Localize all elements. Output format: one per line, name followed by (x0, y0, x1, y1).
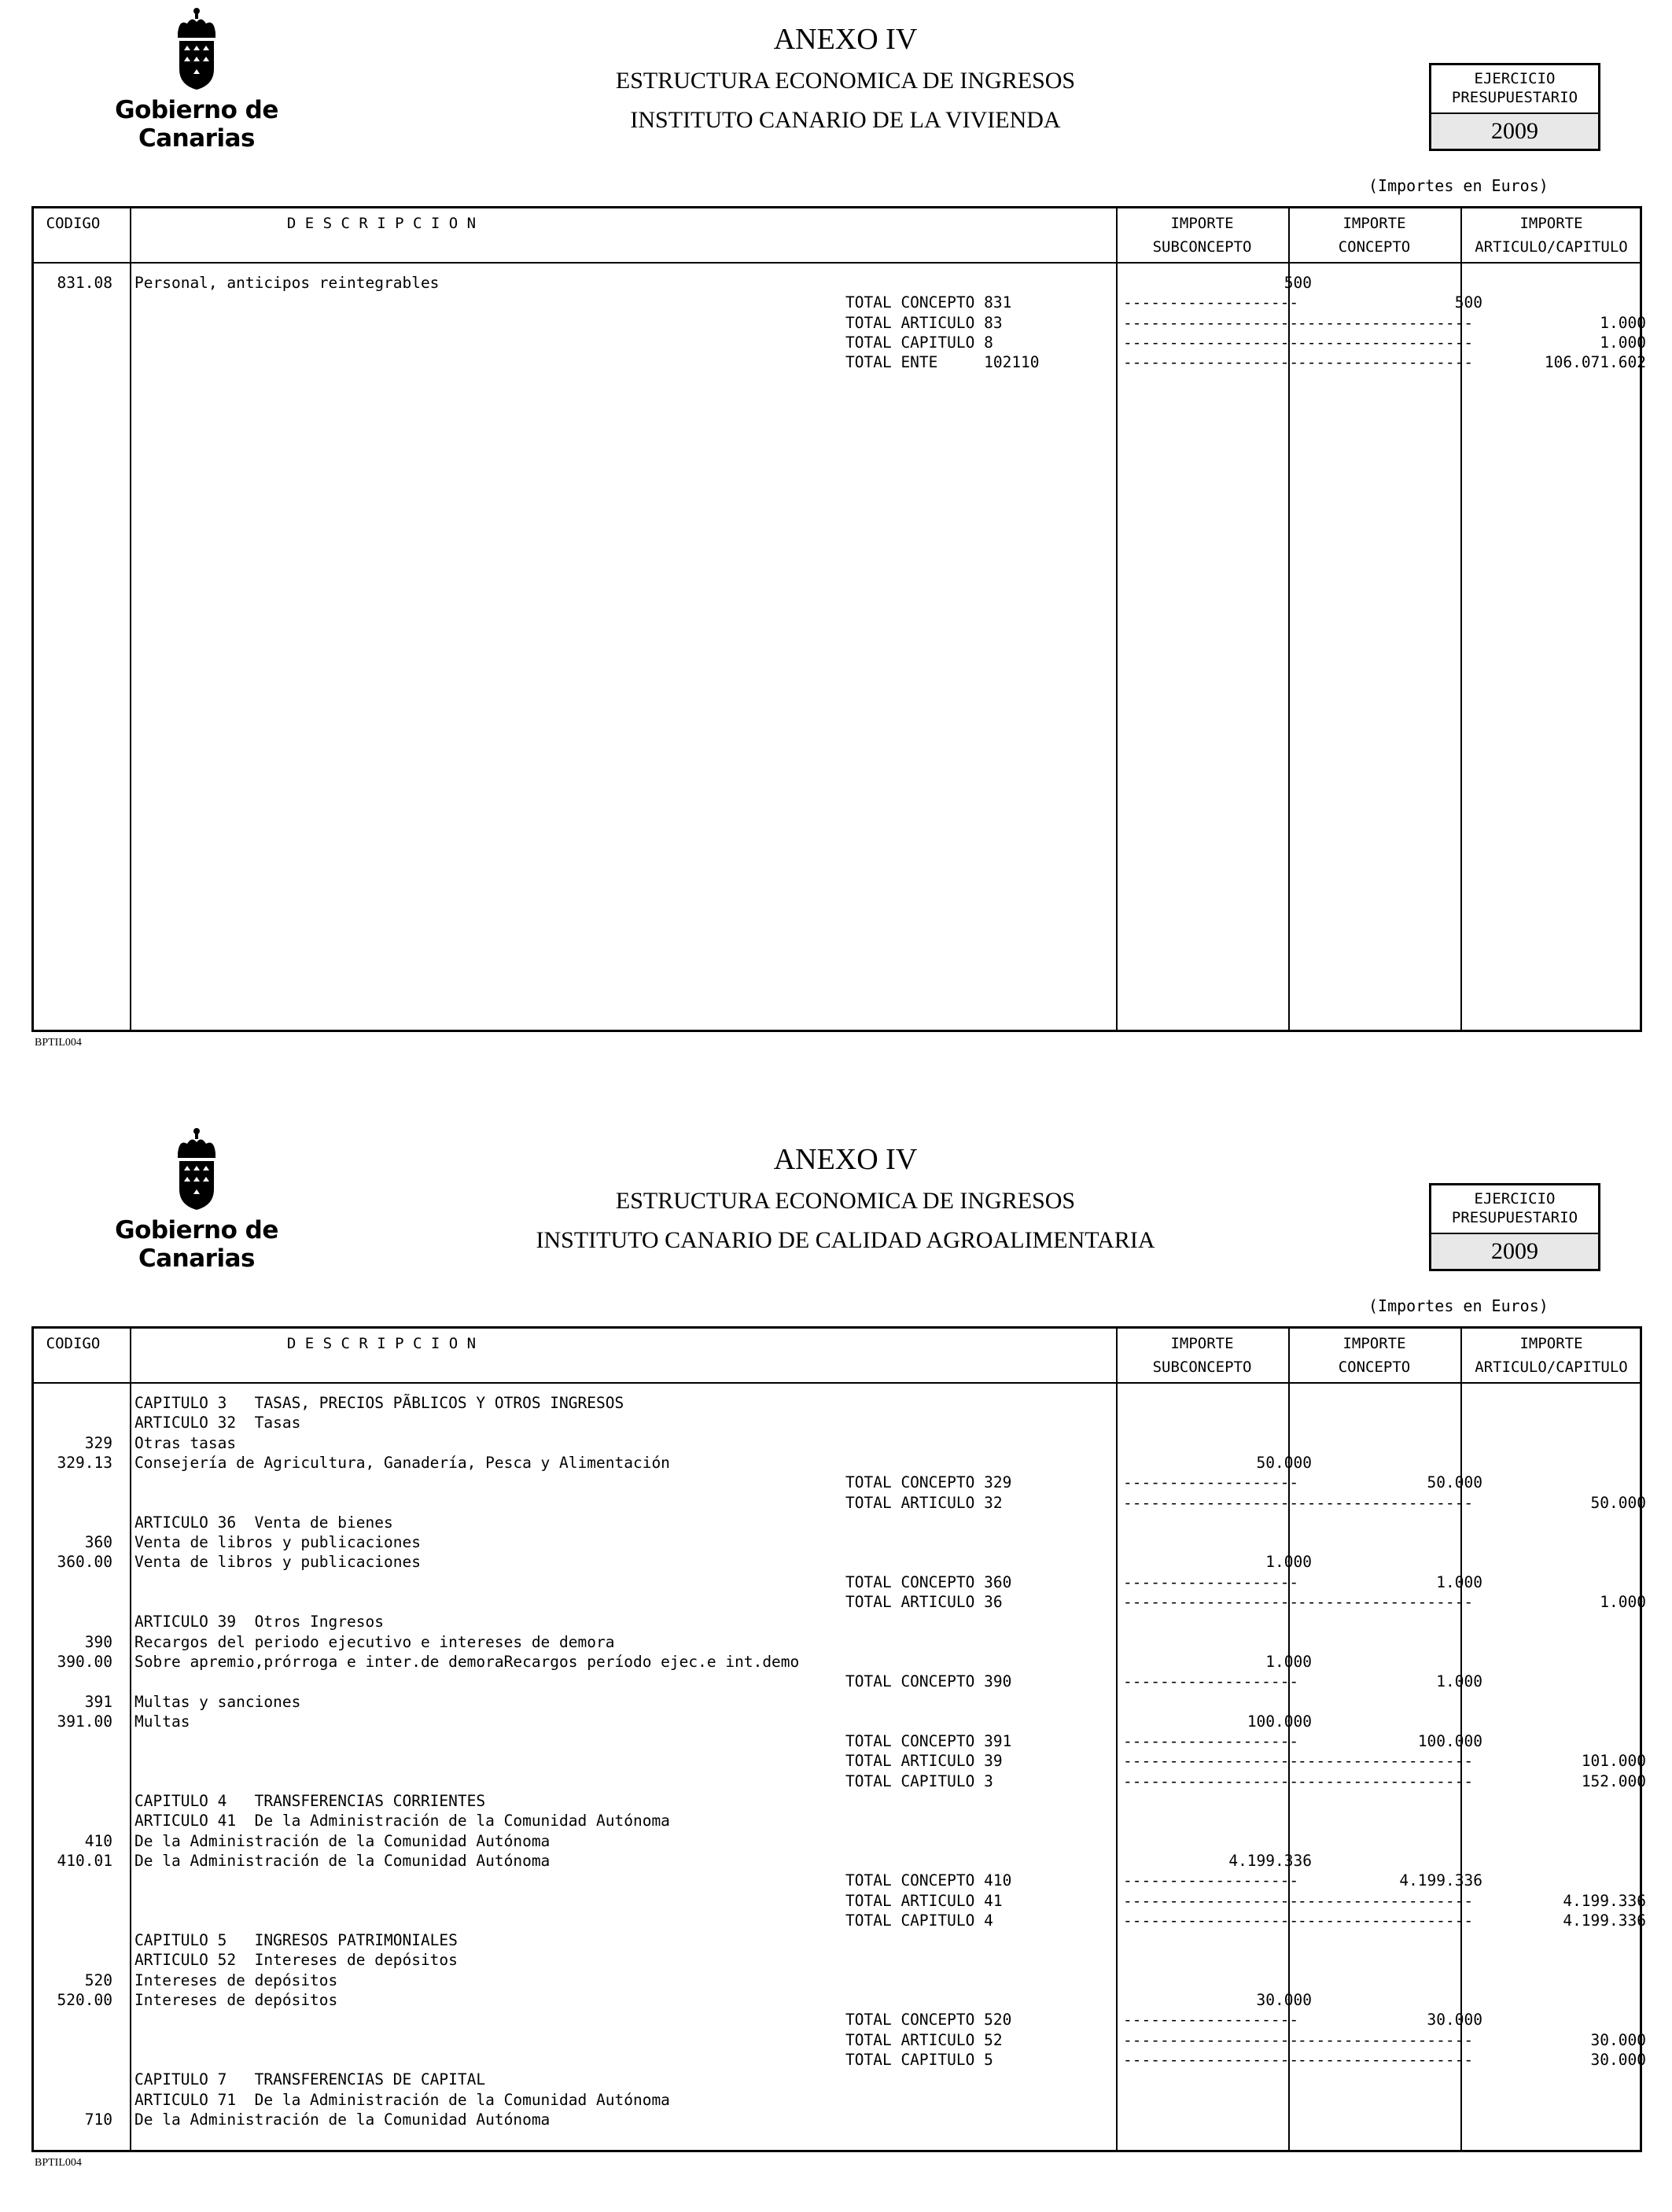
table-row (34, 1891, 1646, 1911)
row-description: Venta de libros y publicaciones (134, 1533, 421, 1552)
table-row (34, 293, 1640, 312)
row-description: CAPITULO 5 INGRESOS PATRIMONIALES (134, 1931, 458, 1950)
row-description: Otras tasas (134, 1433, 237, 1452)
table-row (34, 1493, 1646, 1513)
gobierno-canarias-logo (71, 1126, 322, 1273)
fiscal-year-box (1429, 1183, 1600, 1271)
document-subtitle: ESTRUCTURA ECONOMICA DE INGRESOS (615, 1188, 1076, 1214)
table-row (34, 1930, 1640, 1950)
table-row (34, 1990, 1640, 2010)
row-concepto-amount: 30.000 (1427, 2011, 1482, 2030)
table-row (34, 1552, 1640, 1572)
row-articulo-amount: 30.000 (1590, 2050, 1646, 2069)
row-articulo-amount: 152.000 (1581, 1771, 1646, 1790)
coat-of-arms-icon (171, 6, 222, 93)
header-concepto: CONCEPTO (1338, 1359, 1411, 1376)
table-row (34, 1851, 1640, 1871)
row-description: Multas (134, 1712, 190, 1731)
row-concepto-amount: 1.000 (1436, 1572, 1482, 1591)
row-total-label: TOTAL ARTICULO 83 (845, 313, 1003, 332)
row-description: Sobre apremio,prórroga e inter.de demoraRecargos período ejec.e int.demo (134, 1652, 800, 1671)
header-descripcion: D E S C R I P C I O N (286, 1335, 477, 1352)
row-articulo-amount: 1.000 (1600, 333, 1646, 352)
table-row (34, 1433, 1640, 1453)
row-subconcepto-amount: 500 (1283, 274, 1312, 292)
row-total-label: TOTAL ARTICULO 52 (845, 2030, 1003, 2049)
row-concepto-amount: 4.199.336 (1399, 1871, 1482, 1890)
row-subconcepto-dashes: ------------------- (1123, 1493, 1299, 1512)
row-concepto-amount: 1.000 (1436, 1672, 1482, 1691)
row-articulo-amount: 1.000 (1600, 1593, 1646, 1611)
row-subconcepto-dashes: ------------------- (1123, 1752, 1299, 1771)
row-concepto-dashes: ------------------- (1298, 1752, 1474, 1771)
table-row (34, 1871, 1640, 1890)
row-subconcepto-dashes: ------------------- (1123, 333, 1299, 352)
row-description: De la Administración de la Comunidad Autónoma (134, 1831, 551, 1850)
row-subconcepto-dashes: ------------------- (1123, 1911, 1299, 1930)
row-concepto-dashes: ------------------- (1298, 353, 1474, 372)
header-articulo-capitulo: ARTICULO/CAPITULO (1475, 238, 1628, 256)
form-code: BPTIL004 (35, 2157, 82, 2169)
fiscal-year-label-2: PRESUPUESTARIO (1451, 89, 1578, 106)
row-description: CAPITULO 4 TRANSFERENCIAS CORRIENTES (134, 1792, 486, 1810)
row-description: De la Administración de la Comunidad Autónoma (134, 1851, 551, 1870)
table-row (34, 1712, 1640, 1731)
revenue-table (31, 206, 1646, 1032)
row-total-label: TOTAL CONCEPTO 360 (845, 1572, 1012, 1591)
row-description: ARTICULO 32 Tasas (134, 1414, 301, 1432)
fiscal-year-box (1429, 63, 1600, 151)
header-codigo: CODIGO (46, 1335, 101, 1352)
annex-title: ANEXO IV (773, 23, 918, 56)
units-note: (Importes en Euros) (1368, 1296, 1549, 1315)
row-subconcepto-dashes: ------------------- (1123, 1891, 1299, 1910)
budget-page-1 (0, 0, 1672, 1092)
logo-text: Gobierno de Canarias (115, 96, 278, 153)
row-subconcepto-dashes: ------------------- (1123, 353, 1299, 372)
row-concepto-dashes: ------------------- (1298, 1911, 1474, 1930)
document-subtitle: ESTRUCTURA ECONOMICA DE INGRESOS (615, 68, 1076, 94)
row-articulo-amount: 101.000 (1581, 1752, 1646, 1771)
row-concepto-dashes: ------------------- (1298, 2030, 1474, 2049)
row-subconcepto-dashes: ------------------- (1123, 1572, 1299, 1591)
annex-title: ANEXO IV (773, 1143, 918, 1176)
row-subconcepto-dashes: ------------------- (1123, 1593, 1299, 1611)
row-subconcepto-dashes: ------------------- (1123, 1771, 1299, 1790)
row-total-label: TOTAL CAPITULO 3 (845, 1771, 993, 1790)
row-code: 831.08 (57, 274, 112, 292)
row-description: Intereses de depósitos (134, 1991, 338, 2009)
row-code: 360 (84, 1533, 112, 1552)
header-concepto: CONCEPTO (1338, 238, 1411, 256)
header-importe: IMPORTE (1170, 215, 1234, 232)
row-description: Venta de libros y publicaciones (134, 1553, 421, 1572)
table-row (34, 1672, 1640, 1691)
row-subconcepto-amount: 1.000 (1265, 1553, 1312, 1572)
row-code: 390 (84, 1632, 112, 1651)
row-code: 520 (84, 1971, 112, 1989)
row-description: Personal, anticipos reintegrables (134, 274, 440, 292)
row-concepto-dashes: ------------------- (1298, 2050, 1474, 2069)
row-total-label: TOTAL CONCEPTO 391 (845, 1732, 1012, 1751)
row-concepto-dashes: ------------------- (1298, 313, 1474, 332)
row-description: ARTICULO 52 Intereses de depósitos (134, 1951, 458, 1970)
table-row (34, 1791, 1640, 1811)
table-row (34, 1592, 1646, 1612)
row-subconcepto-dashes: ------------------- (1123, 1672, 1299, 1691)
header-importe: IMPORTE (1342, 215, 1406, 232)
header-importe: IMPORTE (1342, 1335, 1406, 1352)
row-code: 360.00 (57, 1553, 112, 1572)
budget-page-2 (0, 1120, 1672, 2212)
table-row (34, 1771, 1646, 1791)
row-code: 410.01 (57, 1851, 112, 1870)
row-description: ARTICULO 41 De la Administración de la Comunidad Autónoma (134, 1812, 670, 1830)
table-row (34, 1532, 1640, 1552)
row-concepto-dashes: ------------------- (1298, 1771, 1474, 1790)
row-code: 391 (84, 1692, 112, 1711)
row-total-label: TOTAL CAPITULO 5 (845, 2050, 993, 2069)
header-subconcepto: SUBCONCEPTO (1152, 1359, 1252, 1376)
row-description: Recargos del periodo ejecutivo e intereses de demora (134, 1632, 615, 1651)
row-concepto-dashes: ------------------- (1298, 1493, 1474, 1512)
row-concepto-dashes: ------------------- (1298, 333, 1474, 352)
row-description: CAPITULO 3 TASAS, PRECIOS PÃBLICOS Y OTROS INGRESOS (134, 1394, 624, 1412)
logo-text: Gobierno de Canarias (115, 1216, 278, 1273)
row-code: 410 (84, 1831, 112, 1850)
row-articulo-amount: 4.199.336 (1563, 1891, 1646, 1910)
units-note: (Importes en Euros) (1368, 176, 1549, 195)
row-articulo-amount: 106.071.602 (1544, 353, 1646, 372)
table-row (34, 2030, 1646, 2050)
row-code: 710 (84, 2110, 112, 2129)
row-subconcepto-dashes: ------------------- (1123, 2011, 1299, 2030)
row-total-label: TOTAL CAPITULO 4 (845, 1911, 993, 1930)
row-concepto-dashes: ------------------- (1298, 1891, 1474, 1910)
row-articulo-amount: 30.000 (1590, 2030, 1646, 2049)
table-row (34, 1950, 1640, 1970)
table-row (34, 1453, 1640, 1473)
row-subconcepto-dashes: ------------------- (1123, 293, 1299, 312)
fiscal-year-value: 2009 (1431, 114, 1598, 149)
table-row (34, 1971, 1640, 1990)
row-articulo-amount: 4.199.336 (1563, 1911, 1646, 1930)
table-row (34, 1751, 1646, 1771)
table-row (34, 1731, 1640, 1751)
row-total-label: TOTAL ARTICULO 41 (845, 1891, 1003, 1910)
table-row (34, 1513, 1640, 1532)
table-row (34, 1612, 1640, 1631)
row-code: 390.00 (57, 1652, 112, 1671)
table-row (34, 2050, 1646, 2070)
row-total-label: TOTAL CONCEPTO 390 (845, 1672, 1012, 1691)
row-subconcepto-dashes: ------------------- (1123, 313, 1299, 332)
row-subconcepto-dashes: ------------------- (1123, 2030, 1299, 2049)
row-subconcepto-amount: 50.000 (1256, 1453, 1312, 1472)
row-description: Multas y sanciones (134, 1692, 301, 1711)
row-description: CAPITULO 7 TRANSFERENCIAS DE CAPITAL (134, 2070, 486, 2089)
row-description: Consejería de Agricultura, Ganadería, Pesca y Alimentación (134, 1453, 670, 1472)
row-total-label: TOTAL ENTE 102110 (845, 353, 1040, 372)
row-subconcepto-dashes: ------------------- (1123, 1871, 1299, 1890)
header-subconcepto: SUBCONCEPTO (1152, 238, 1252, 256)
row-subconcepto-amount: 30.000 (1256, 1991, 1312, 2009)
header-importe: IMPORTE (1170, 1335, 1234, 1352)
row-total-label: TOTAL CAPITULO 8 (845, 333, 993, 352)
row-subconcepto-dashes: ------------------- (1123, 1732, 1299, 1751)
row-description: De la Administración de la Comunidad Autónoma (134, 2110, 551, 2129)
header-descripcion: D E S C R I P C I O N (286, 215, 477, 232)
row-subconcepto-amount: 4.199.336 (1228, 1851, 1312, 1870)
table-row (34, 2110, 1640, 2129)
table-row (34, 1652, 1640, 1672)
row-articulo-amount: 1.000 (1600, 313, 1646, 332)
table-row (34, 273, 1640, 293)
row-total-label: TOTAL CONCEPTO 831 (845, 293, 1012, 312)
row-articulo-amount: 50.000 (1590, 1493, 1646, 1512)
header-importe: IMPORTE (1519, 1335, 1583, 1352)
row-code: 329 (84, 1433, 112, 1452)
row-code: 520.00 (57, 1991, 112, 2009)
row-description: ARTICULO 36 Venta de bienes (134, 1513, 393, 1532)
row-concepto-amount: 500 (1454, 293, 1482, 312)
row-concepto-amount: 50.000 (1427, 1473, 1482, 1492)
header-importe: IMPORTE (1519, 215, 1583, 232)
header-articulo-capitulo: ARTICULO/CAPITULO (1475, 1359, 1628, 1376)
row-concepto-amount: 100.000 (1417, 1732, 1482, 1751)
row-description: Intereses de depósitos (134, 1971, 338, 1989)
table-row (34, 1572, 1640, 1592)
table-row (34, 2090, 1640, 2110)
table-row (34, 1632, 1640, 1652)
coat-of-arms-icon (171, 1126, 222, 1213)
row-description: ARTICULO 71 De la Administración de la Comunidad Autónoma (134, 2090, 670, 2109)
revenue-table (31, 1326, 1646, 2152)
row-code: 391.00 (57, 1712, 112, 1731)
row-subconcepto-dashes: ------------------- (1123, 2050, 1299, 2069)
entity-name: INSTITUTO CANARIO DE CALIDAD AGROALIMENTARIA (536, 1227, 1155, 1253)
row-total-label: TOTAL ARTICULO 36 (845, 1593, 1003, 1611)
table-row (34, 1473, 1640, 1492)
table-row (34, 313, 1646, 333)
table-row (34, 2010, 1640, 2030)
table-row (34, 1393, 1640, 1413)
table-row (34, 352, 1646, 372)
row-total-label: TOTAL ARTICULO 39 (845, 1752, 1003, 1771)
table-row (34, 1831, 1640, 1851)
row-total-label: TOTAL ARTICULO 32 (845, 1493, 1003, 1512)
fiscal-year-label: EJERCICIO (1474, 70, 1556, 87)
row-subconcepto-dashes: ------------------- (1123, 1473, 1299, 1492)
table-row (34, 333, 1646, 352)
row-total-label: TOTAL CONCEPTO 410 (845, 1871, 1012, 1890)
form-code: BPTIL004 (35, 1037, 82, 1049)
row-subconcepto-amount: 100.000 (1247, 1712, 1312, 1731)
table-row (34, 1413, 1640, 1432)
fiscal-year-value: 2009 (1431, 1234, 1598, 1269)
fiscal-year-label: EJERCICIO (1474, 1190, 1556, 1207)
fiscal-year-label-2: PRESUPUESTARIO (1451, 1209, 1578, 1226)
row-description: ARTICULO 39 Otros Ingresos (134, 1613, 384, 1631)
row-subconcepto-amount: 1.000 (1265, 1652, 1312, 1671)
row-total-label: TOTAL CONCEPTO 329 (845, 1473, 1012, 1492)
table-row (34, 1911, 1646, 1930)
row-total-label: TOTAL CONCEPTO 520 (845, 2011, 1012, 2030)
row-concepto-dashes: ------------------- (1298, 1593, 1474, 1611)
entity-name: INSTITUTO CANARIO DE LA VIVIENDA (630, 107, 1061, 133)
row-code: 329.13 (57, 1453, 112, 1472)
gobierno-canarias-logo (71, 6, 322, 153)
table-row (34, 2070, 1640, 2089)
table-row (34, 1692, 1640, 1712)
header-codigo: CODIGO (46, 215, 101, 232)
table-row (34, 1811, 1640, 1830)
